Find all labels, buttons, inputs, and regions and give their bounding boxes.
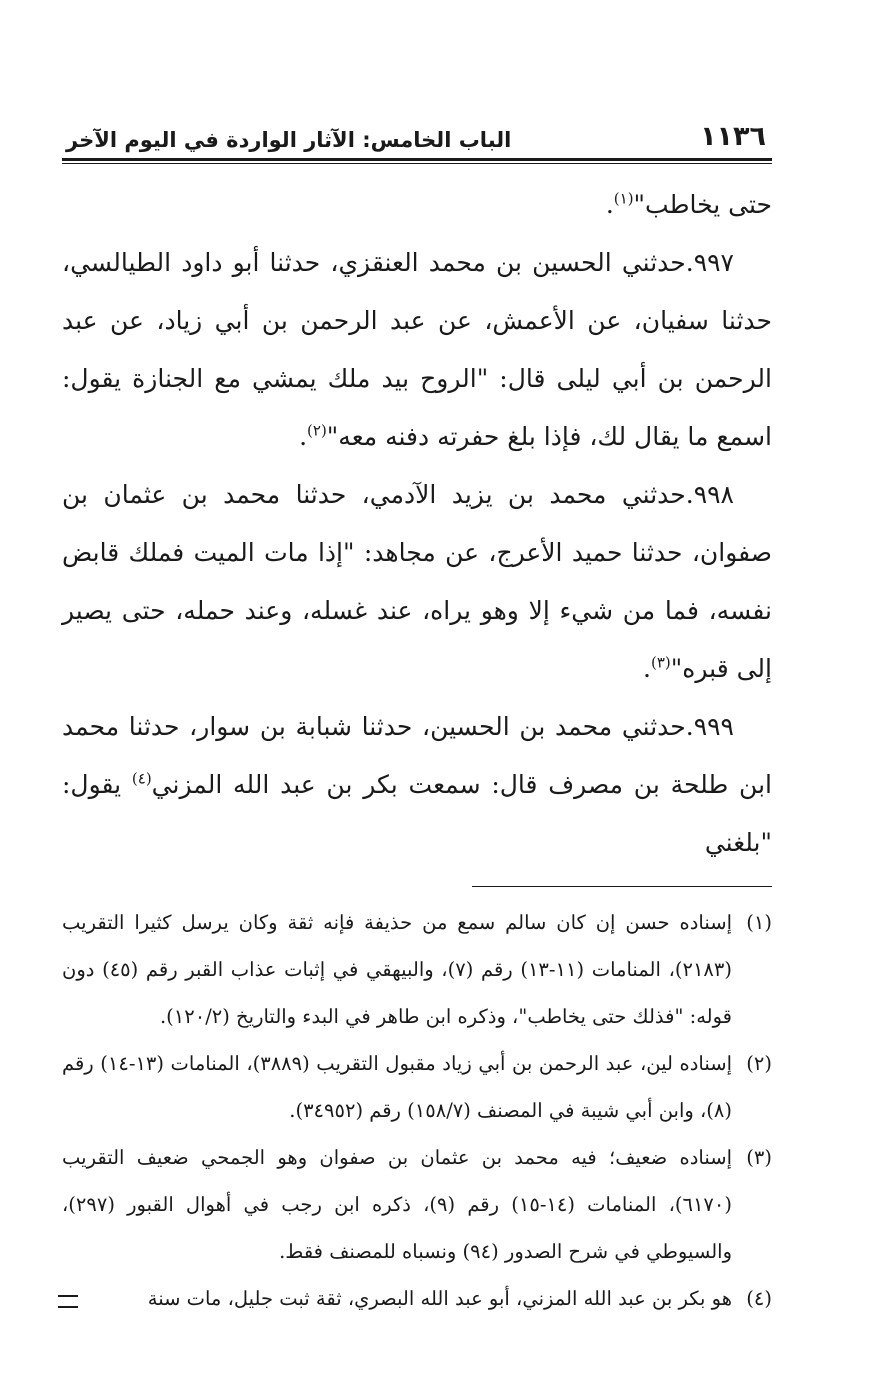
running-title: الباب الخامس: الآثار الواردة في اليوم الآخر [66, 128, 512, 152]
page-header [62, 108, 772, 152]
footnote-marker: (٤) [746, 1287, 772, 1310]
footnote-text: هو بكر بن عبد الله المزني، أبو عبد الله البصري، ثقة ثبت جليل، مات سنة [147, 1287, 732, 1310]
footnote-4 [62, 1275, 772, 1322]
book-page [62, 108, 772, 1322]
paragraph-continuation: حتى يخاطب"$^{(١)}$. [605, 189, 772, 219]
main-text [62, 176, 772, 872]
footnote-marker: (٢) [746, 1052, 772, 1075]
footnote-ref-3[interactable]: (٣) [650, 653, 671, 672]
narration-999: ٩٩٩.حدثني محمد بن الحسين، حدثنا شبابة بن سوار، حدثنا محمد ابن طلحة بن مصرف قال: سمعت بكر بن عبد الله المزني$^{(٤)}$ يقول: "بلغني [62, 712, 772, 857]
footnote-separator [472, 886, 772, 887]
footnote-3 [62, 1134, 772, 1275]
page-number: ١١٣٦ [700, 121, 766, 152]
narration-998: ٩٩٨.حدثني محمد بن يزيد الآدمي، حدثنا محمد بن عثمان بن صفوان، حدثنا حميد الأعرج، عن مجاهد: "إذا مات الميت فملك قابض نفسه، فما من شيء إلا وهو يراه، عند غسله، وعند حمله، حتى يصير إلى قبره"$^{(٣)}$. [62, 480, 772, 683]
continuation-mark [58, 1295, 78, 1308]
footnotes [62, 899, 772, 1322]
footnote-text: إسناده حسن إن كان سالم سمع من حذيفة فإنه ثقة وكان يرسل كثيرا التقريب (٢١٨٣)، المنامات (١١-١٣) رقم (٧)، والبيهقي في إثبات عذاب القبر رقم (٤٥) دون قوله: "فذلك حتى يخاطب"، وذكره ابن طاهر في البدء والتاريخ (١٢٠/٢). [62, 911, 732, 1028]
footnote-2 [62, 1040, 772, 1134]
footnote-marker: (١) [746, 911, 772, 934]
footnote-text: إسناده لين، عبد الرحمن بن أبي زياد مقبول التقريب (٣٨٨٩)، المنامات (١٣-١٤) رقم (٨)، وابن أبي شيبة في المصنف (١٥٨/٧) رقم (٣٤٩٥٢). [62, 1052, 732, 1122]
footnote-ref-1[interactable]: (١) [613, 189, 634, 208]
footnote-ref-2[interactable]: (٢) [307, 421, 327, 440]
footnote-1 [62, 899, 772, 1040]
footnote-ref-4[interactable]: (٤) [131, 769, 152, 788]
footnote-marker: (٣) [746, 1146, 772, 1169]
footnote-text: إسناده ضعيف؛ فيه محمد بن عثمان بن صفوان وهو الجمحي ضعيف التقريب (٦١٧٠)، المنامات (١٤-١٥) رقم (٩)، ذكره ابن رجب في أهوال القبور (٢٩٧)، والسيوطي في شرح الصدور (٩٤) ونسباه للمصنف فقط. [62, 1146, 732, 1263]
header-rule [62, 158, 772, 164]
narration-997: ٩٩٧.حدثني الحسين بن محمد العنقزي، حدثنا أبو داود الطيالسي، حدثنا سفيان، عن الأعمش، عن عبد الرحمن بن أبي زياد، عن عبد الرحمن بن أبي ليلى قال: "الروح بيد ملك يمشي مع الجنازة يقول: اسمع ما يقال لك، فإذا بلغ حفرته دفنه معه"$^{(٢)}$. [62, 248, 772, 451]
